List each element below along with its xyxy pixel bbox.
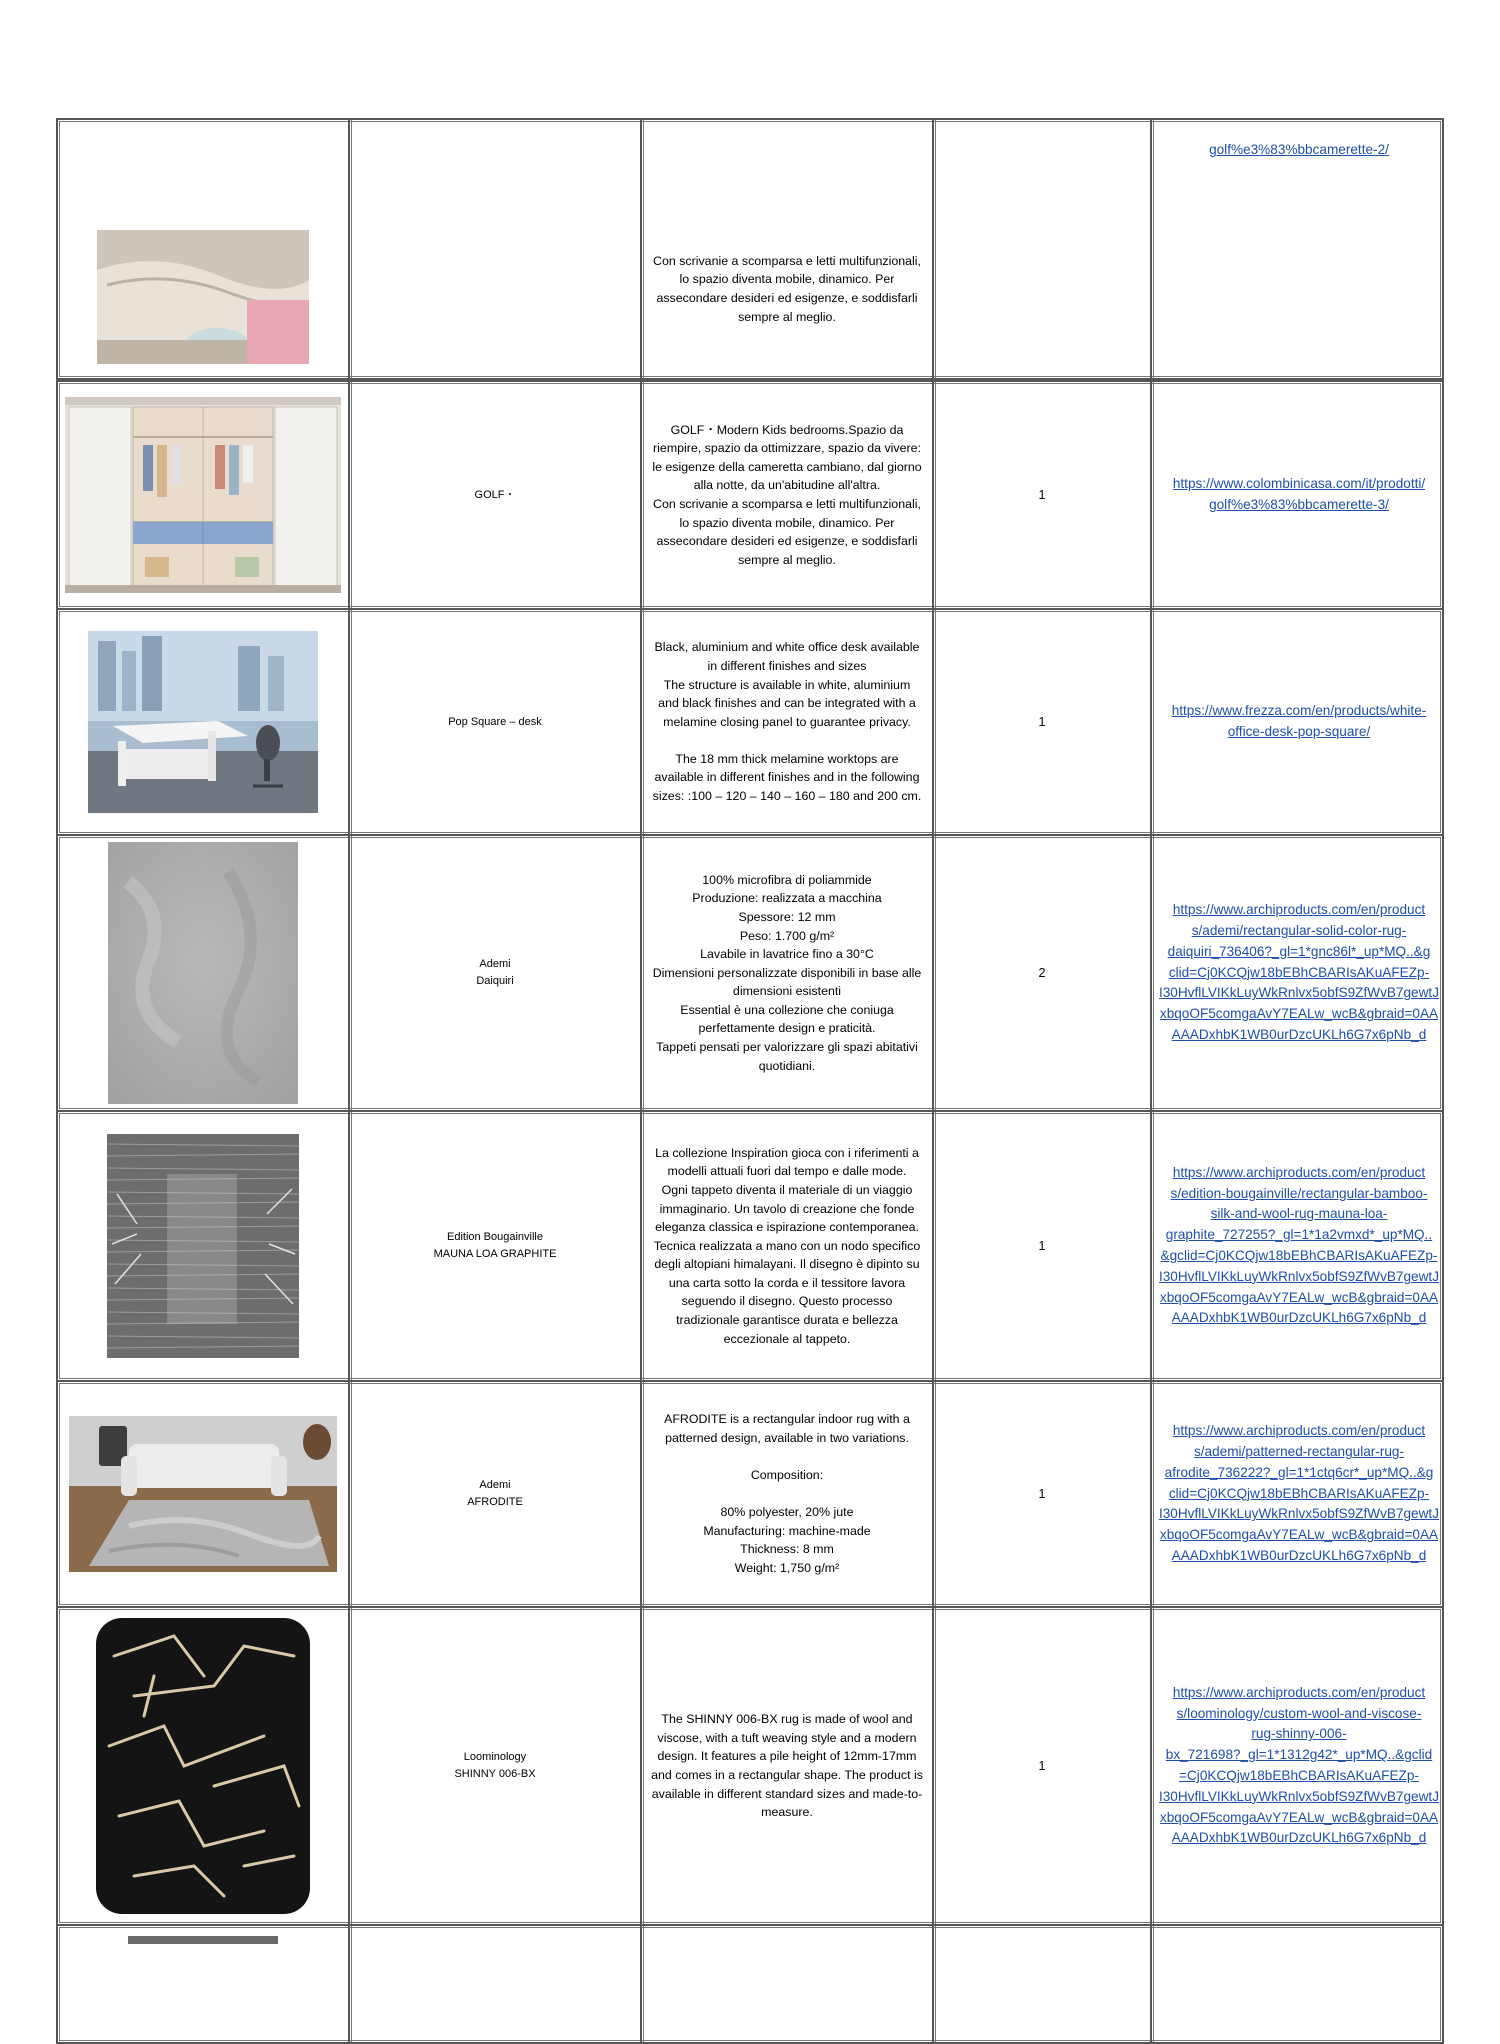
table-row [56, 1924, 1444, 2044]
table-row [56, 1606, 1444, 1926]
description-cell [640, 836, 932, 1110]
product-quantity: 1 [1038, 488, 1046, 502]
product-image-cell [58, 382, 348, 608]
link-cell [1150, 382, 1446, 608]
product-name-cell [348, 1608, 640, 1924]
product-description: 100% microfibra di poliammide Produzione: realizzata a macchina Spessore: 12 mm Peso: 1.700 g/m² Lavabile in lavatrice fino a 30°C Dimensioni personalizzate disponibili in base alle dimensioni esistenti Essential è una collezione che coniuga perfettamente design e praticità. Tappeti pensati per valorizzare gli spazi abitativi quotidiani. [652, 872, 922, 1073]
product-name-cell [348, 382, 640, 608]
product-description: Con scrivanie a scomparsa e letti multifunzionali, lo spazio diventa mobile, dinamico. Per assecondare desideri ed esigenze, e soddisfarli sempre al meglio. [653, 253, 921, 324]
table-row [56, 834, 1444, 1112]
product-name: GOLF・ [474, 488, 516, 501]
kids-bed-image [97, 230, 309, 364]
product-image-cell [58, 610, 348, 834]
wardrobe-image [65, 397, 341, 593]
product-link[interactable]: https://www.archiproducts.com/en/product s/loominology/custom-wool-and-viscose- rug-shinny-006- bx_721698?_gl=1*1312g42*_up*MQ..&gclid =Cj0KCQjw18bEBhCBARIsAKuAFEZp- I30HvflLVIKkLuyWkRnlvx5obfS9ZfWvB7gewtJ xbqoOF5comgaAvY7EALw_wcB&gbraid=0AA AAADxhbK1WB0urDzcUKLh6G7x6pNb_d [1158, 1684, 1440, 1846]
product-link[interactable]: https://www.colombinicasa.com/it/prodotti/ golf%e3%83%bbcamerette-3/ [1172, 476, 1426, 512]
product-description: The SHINNY 006-BX rug is made of wool and viscose, with a tuft weaving style and a modern design. It features a pile height of 12mm-17mm and comes in a rectangular shape. The product is available in different standard sizes and made-to- measure. [651, 1712, 923, 1820]
product-name: Pop Square – desk [448, 715, 542, 728]
link-cell [1150, 610, 1446, 834]
product-image-cell [58, 120, 348, 378]
product-name-cell [348, 836, 640, 1110]
table-row [56, 1110, 1444, 1382]
product-name: Ademi AFRODITE [467, 1479, 523, 1508]
quantity-cell [932, 1112, 1150, 1380]
table-row [56, 608, 1444, 836]
product-name: Ademi Daiquiri [476, 958, 514, 987]
product-link[interactable]: https://www.frezza.com/en/products/white- office-desk-pop-square/ [1171, 703, 1427, 739]
product-description: AFRODITE is a rectangular indoor rug with a patterned design, available in two variations. Composition: 80% polyester, 20% jute Manufacturing: machine-made Thickness: 8 mm Weight: 1,750 g/m² [664, 1412, 910, 1576]
quantity-cell [932, 1608, 1150, 1924]
link-cell [1150, 1112, 1446, 1380]
quantity-cell [932, 382, 1150, 608]
product-description: La collezione Inspiration gioca con i riferimenti a modelli attuali fuori dal tempo e dalle mode. Ogni tappeto diventa il materiale di un viaggio immaginario. Un tavolo di creazione che fonde eleganza classica e ispirazione contemporanea. Tecnica realizzata a mano con un nodo specifico degli altopiani himalayani. Il disegno è dipinto su una carta sotto la corda e il tessitore lavora seguendo il disegno. Questo processo tradizionale garantisce durata e bellezza eccezionale al tappeto. [653, 1145, 921, 1346]
description-cell [640, 610, 932, 834]
description-cell [640, 1926, 932, 2042]
product-image-cell [58, 1112, 348, 1380]
product-quantity: 1 [1038, 1487, 1046, 1501]
product-image-cell [58, 836, 348, 1110]
next-product-image [128, 1936, 278, 1944]
description-cell [640, 1382, 932, 1606]
link-cell [1150, 1382, 1446, 1606]
description-cell [640, 1112, 932, 1380]
description-cell [640, 120, 932, 378]
product-image-cell [58, 1382, 348, 1606]
graphite-rug-image [107, 1134, 299, 1358]
table-row [56, 1380, 1444, 1608]
product-link[interactable]: https://www.archiproducts.com/en/product s/ademi/rectangular-solid-color-rug- daiquiri_736406?_gl=1*gnc86l*_up*MQ..&g clid=Cj0KCQjw18bEBhCBARIsAKuAFEZp- I30HvflLVIKkLuyWkRnlvx5obfS9ZfWvB7gewtJ xbqoOF5comgaAvY7EALw_wcB&gbraid=0AA AAADxhbK1WB0urDzcUKLh6G7x6pNb_d [1158, 902, 1440, 1042]
product-image-cell [58, 1608, 348, 1924]
grey-rug-image [108, 842, 298, 1104]
product-quantity: 2 [1038, 966, 1046, 980]
product-name-cell [348, 1112, 640, 1380]
product-quantity: 1 [1038, 1239, 1046, 1253]
description-cell [640, 1608, 932, 1924]
office-desk-image [88, 631, 318, 813]
product-quantity: 1 [1038, 715, 1046, 729]
link-cell [1150, 120, 1446, 378]
product-description: GOLF・Modern Kids bedrooms.Spazio da riempire, spazio da ottimizzare, spazio da vivere: le esigenze della cameretta cambiano, dal giorno alla notte, da un'abitudine all'altra. Con scrivanie a scomparsa e letti multifunzionali, lo spazio diventa mobile, dinamico. Per assecondare desideri ed esigenze, e soddisfarli sempre al meglio. [652, 422, 922, 567]
product-name-cell [348, 610, 640, 834]
link-cell [1150, 1926, 1446, 2042]
living-room-rug-image [69, 1416, 337, 1572]
product-link[interactable]: golf%e3%83%bbcamerette-2/ [1209, 142, 1389, 157]
quantity-cell [932, 1382, 1150, 1606]
table-row [56, 380, 1444, 610]
product-name-cell [348, 1926, 640, 2042]
quantity-cell [932, 836, 1150, 1110]
quantity-cell [932, 1926, 1150, 2042]
description-cell [640, 382, 932, 608]
product-name-cell [348, 120, 640, 378]
quantity-cell [932, 120, 1150, 378]
quantity-cell [932, 610, 1150, 834]
table-row [56, 118, 1444, 380]
product-description: Black, aluminium and white office desk available in different finishes and sizes The structure is available in white, aluminium and black finishes and can be integrated with a melamine closing panel to guarantee privacy. The 18 mm thick melamine worktops are available in different finishes and in the following sizes: :100 – 120 – 140 – 160 – 180 and 200 cm. [652, 640, 922, 804]
product-name: Edition Bougainville MAUNA LOA GRAPHITE [433, 1231, 557, 1260]
product-link[interactable]: https://www.archiproducts.com/en/product s/edition-bougainville/rectangular-bamboo- silk-and-wool-rug-mauna-loa- graphite_727255?_gl=1*1a2vmxd*_up*MQ.. &gclid=Cj0KCQjw18bEBhCBARIsAKuAFEZp- I30HvflLVIKkLuyWkRnlvx5obfS9ZfWvB7gewtJ xbqoOF5comgaAvY7EALw_wcB&gbraid=0AA AAADxhbK1WB0urDzcUKLh6G7x6pNb_d [1158, 1164, 1440, 1326]
link-cell [1150, 836, 1446, 1110]
black-rug-image [94, 1616, 312, 1916]
product-link[interactable]: https://www.archiproducts.com/en/product s/ademi/patterned-rectangular-rug- afrodite_736222?_gl=1*1ctq6cr*_up*MQ..&g clid=Cj0KCQjw18bEBhCBARIsAKuAFEZp- I30HvflLVIKkLuyWkRnlvx5obfS9ZfWvB7gewtJ xbqoOF5comgaAvY7EALw_wcB&gbraid=0AA AAADxhbK1WB0urDzcUKLh6G7x6pNb_d [1158, 1423, 1440, 1563]
product-name: Loominology SHINNY 006-BX [454, 1751, 536, 1780]
product-quantity: 1 [1038, 1759, 1046, 1773]
product-table [56, 138, 1444, 1846]
link-cell [1150, 1608, 1446, 1924]
product-name-cell [348, 1382, 640, 1606]
product-image-cell [58, 1926, 348, 2042]
